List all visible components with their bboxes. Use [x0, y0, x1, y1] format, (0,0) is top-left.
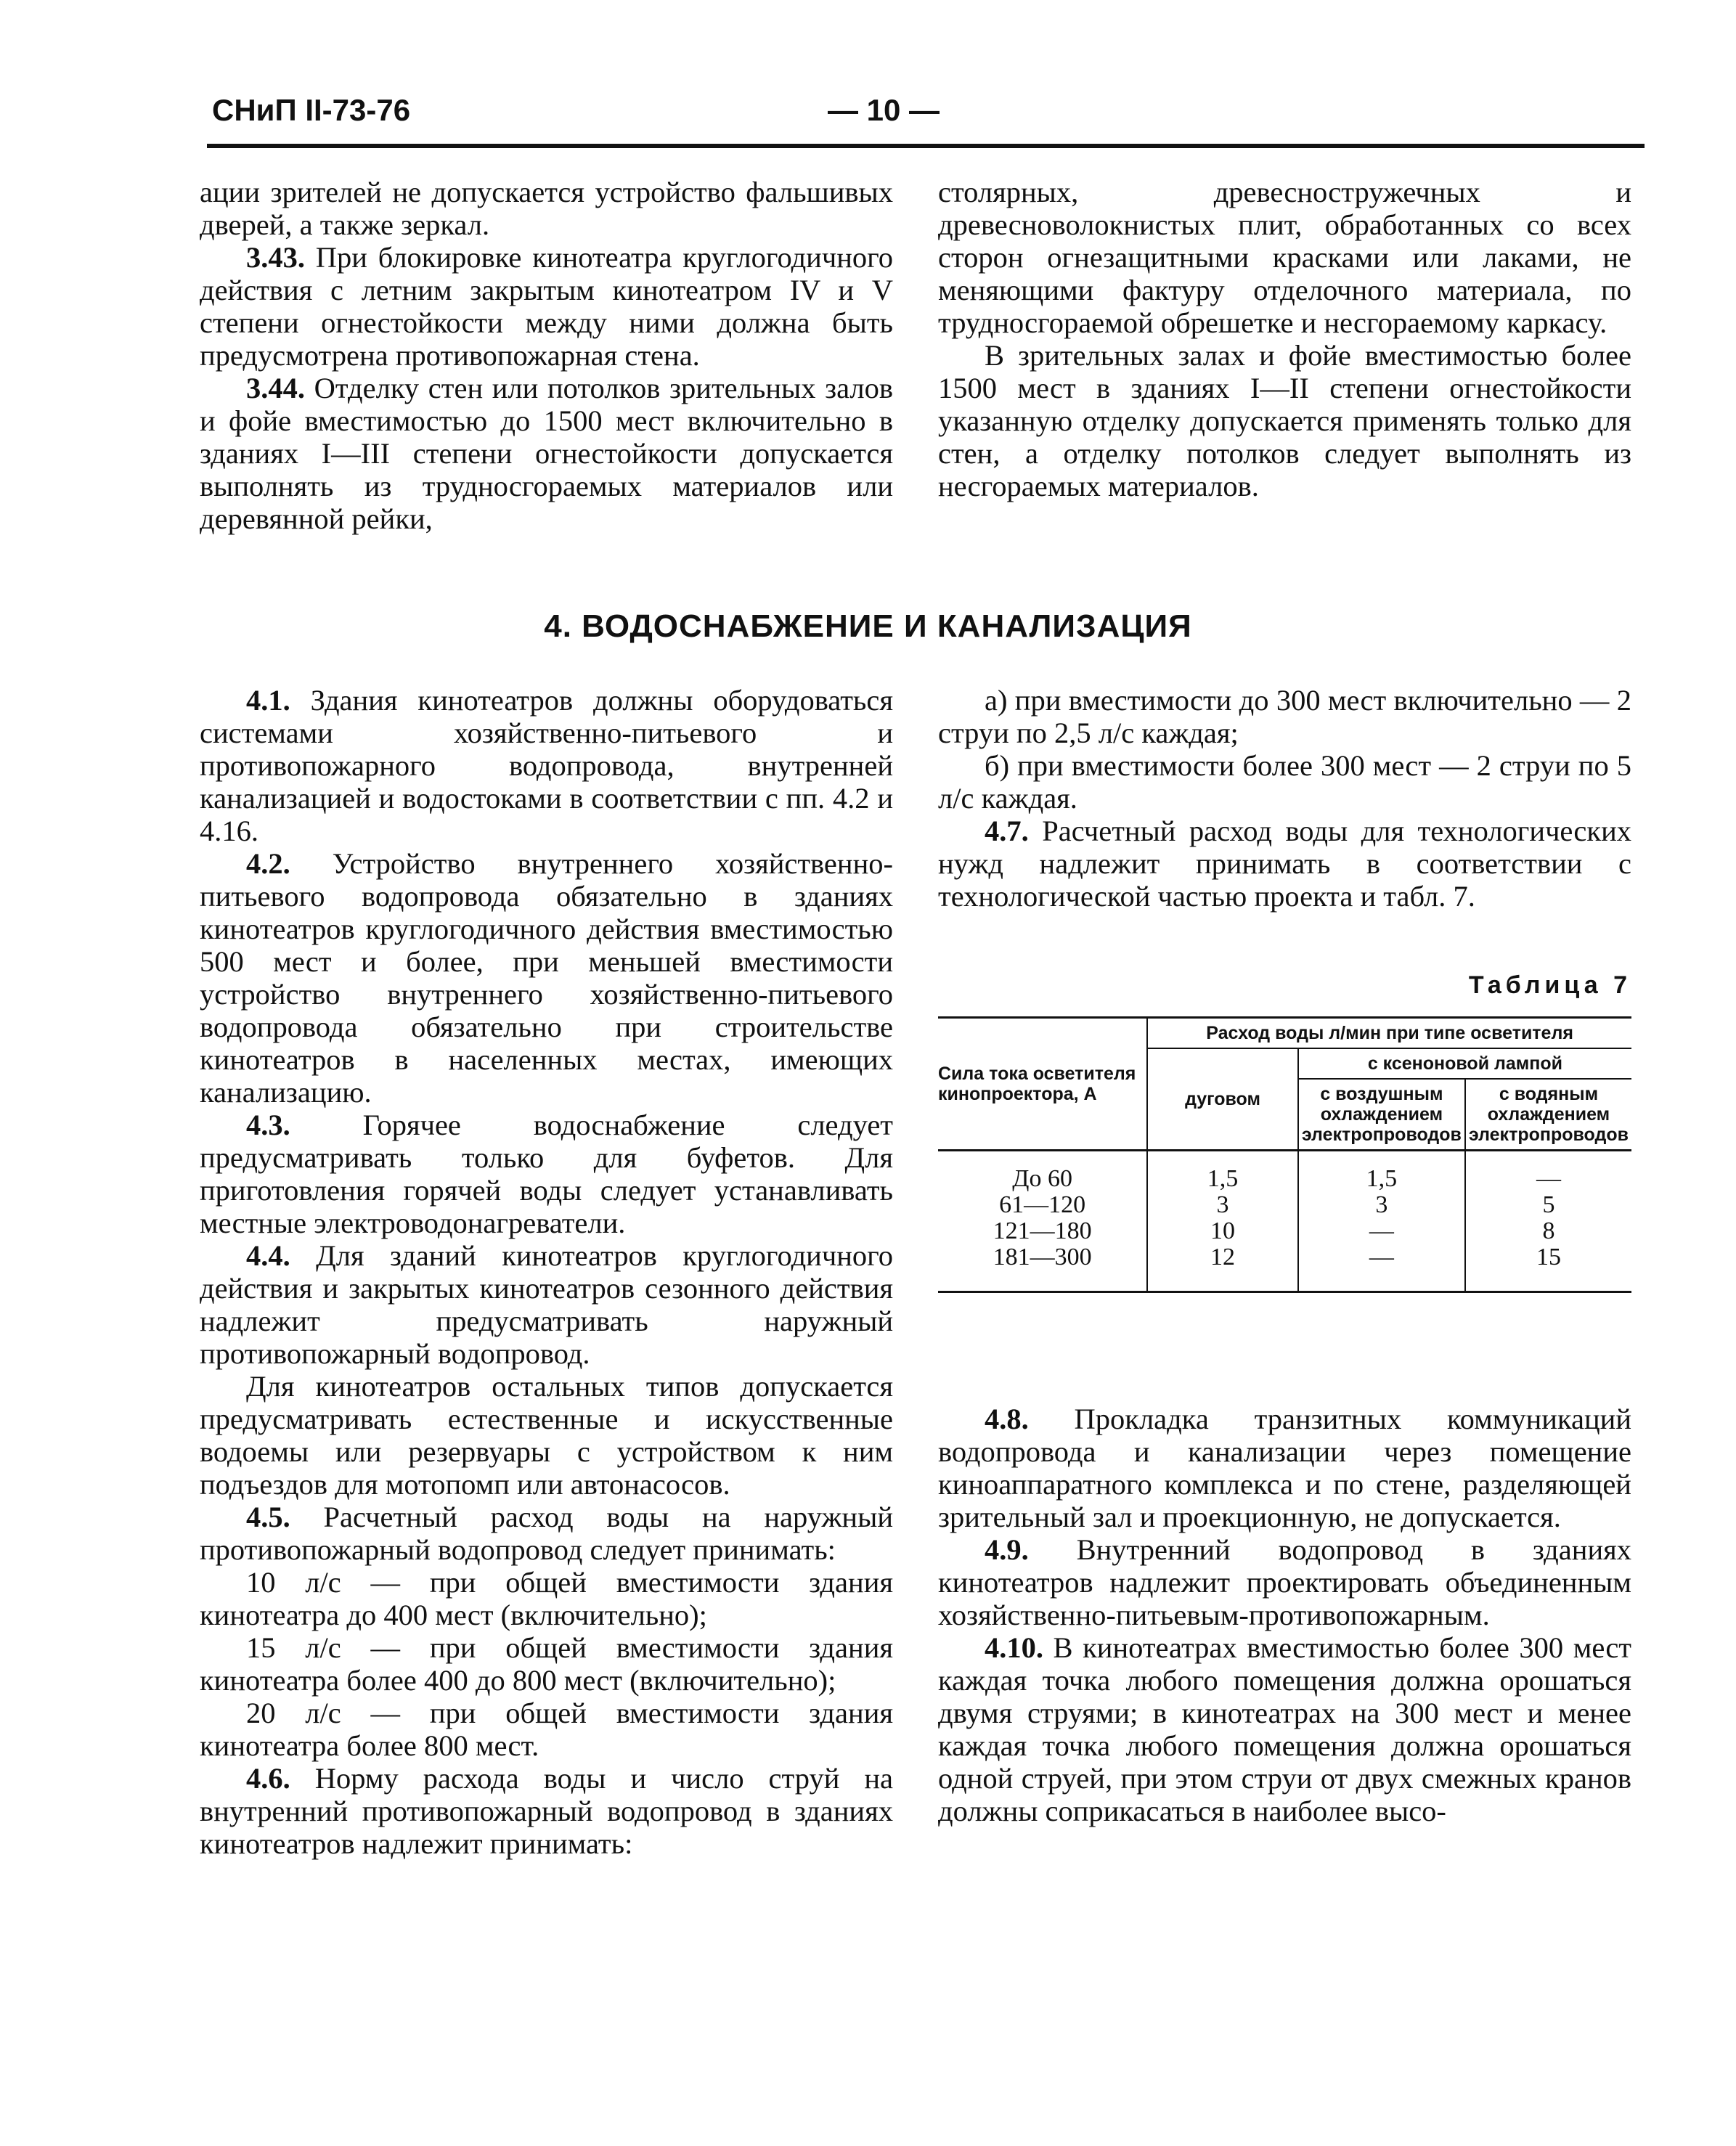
paragraph-4-4 — [200, 1239, 893, 1370]
clause-text: Прокладка транзитных коммуникаций водопровода и канализации через помещение киноаппаратного комплекса и по стене, разделяющей зрительный зал и проекционную, не допускается. — [938, 1403, 1631, 1533]
paragraph-4-9 — [938, 1533, 1631, 1631]
table-header-current: Сила тока осветителя кинопроектора, А — [938, 1018, 1147, 1151]
clause-number: 4.1. — [246, 684, 290, 717]
clause-number: 4.9. — [985, 1533, 1029, 1566]
clause-number: 4.2. — [246, 847, 290, 880]
table-cell: 181—300 — [993, 1244, 1092, 1270]
table-header-flow: Расход воды л/мин при типе осветителя — [1147, 1018, 1631, 1049]
paragraph-4-10 — [938, 1631, 1631, 1827]
clause-text: Здания кинотеатров должны оборудоваться системами хозяйственно-питьевого и противопожарного водопровода, внутренней канализацией и водостоками в соответствии с пп. 4.2 и 4.16. — [200, 684, 893, 847]
clause-text: Норму расхода воды и число струй на внутренний противопожарный водопровод в зданиях кинотеатров надлежит принимать: — [200, 1762, 893, 1860]
clause-number: 3.43. — [246, 241, 305, 274]
clause-number: 4.4. — [246, 1239, 290, 1272]
paragraph-4-3 — [200, 1109, 893, 1239]
paragraph: Для кинотеатров остальных типов допускается предусматривать естественные и искусственные водоемы или резервуары с устройством к ним подъездов для мотопомп или автонасосов. — [200, 1370, 893, 1501]
paragraph-4-6 — [200, 1762, 893, 1860]
table-cell: 121—180 — [993, 1217, 1092, 1244]
paragraph: 10 л/с — при общей вместимости здания кинотеатра до 400 мест (включительно); — [200, 1566, 893, 1631]
paragraph: а) при вместимости до 300 мест включительно — 2 струи по 2,5 л/с каждая; — [938, 684, 1631, 749]
table-cell: — — [1465, 1151, 1631, 1193]
bottom-right-column — [938, 684, 1631, 913]
table-cell: 10 — [1147, 1218, 1298, 1244]
table-header-arc: дуговом — [1147, 1048, 1298, 1151]
clause-text: Расчетный расход воды для технологических нужд надлежит принимать в соответствии с технологической частью проекта и табл. 7. — [938, 815, 1631, 913]
paragraph-4-8 — [938, 1403, 1631, 1533]
top-left-column — [200, 176, 893, 535]
paragraph: ации зрителей не допускается устройство фальшивых дверей, а также зеркал. — [200, 176, 893, 241]
table-header-xenon: с ксеноновой лампой — [1298, 1048, 1631, 1079]
clause-number: 4.8. — [985, 1403, 1029, 1435]
header-rule — [207, 144, 1645, 148]
table-cell: 61—120 — [999, 1191, 1086, 1218]
bottom-left-column — [200, 684, 893, 1860]
clause-text: Устройство внутреннего хозяйственно-питьевого водопровода обязательно в зданиях кинотеатров круглогодичного действия вместимостью 500 мест и более, при меньшей вместимости устройство внутреннего хозяйственно-питьевого водопровода обязательно при строительстве кинотеатров в населенных местах, имеющих канализацию. — [200, 847, 893, 1109]
clause-text: При блокировке кинотеатра круглогодичного действия с летним закрытым кинотеатром IV и V степени огнестойкости между ними должна быть предусмотрена противопожарная стена. — [200, 241, 893, 372]
table-cell: 3 — [1147, 1192, 1298, 1218]
page-number: — 10 — — [828, 93, 940, 127]
table-row — [938, 1192, 1631, 1218]
paragraph: б) при вместимости более 300 мест — 2 струи по 5 л/с каждая. — [938, 749, 1631, 815]
table-row — [938, 1218, 1631, 1244]
table-cell: 1,5 — [1298, 1151, 1465, 1193]
clause-number: 4.7. — [985, 815, 1029, 847]
paragraph-4-1 — [200, 684, 893, 847]
clause-text: Горячее водоснабжение следует предусматривать только для буфетов. Для приготовления горячей воды следует устанавливать местные электроводонагреватели. — [200, 1109, 893, 1239]
table-header-air: с воздушным охлаждением электропроводов — [1298, 1079, 1465, 1151]
section-title: 4. ВОДОСНАБЖЕНИЕ И КАНАЛИЗАЦИЯ — [544, 608, 1192, 644]
table-cell: — — [1298, 1218, 1465, 1244]
clause-number: 4.10. — [985, 1631, 1043, 1664]
table-caption: Таблица 7 — [1468, 971, 1631, 999]
clause-number: 4.3. — [246, 1109, 290, 1141]
table-cell: 12 — [1147, 1244, 1298, 1292]
clause-text: Расчетный расход воды на наружный противопожарный водопровод следует принимать: — [200, 1501, 893, 1566]
paragraph-4-5 — [200, 1501, 893, 1566]
paragraph: 20 л/с — при общей вместимости здания кинотеатра более 800 мест. — [200, 1697, 893, 1762]
paragraph-4-7 — [938, 815, 1631, 913]
clause-number: 3.44. — [246, 372, 305, 404]
table-cell: До 60 — [1012, 1165, 1072, 1192]
top-right-column — [938, 176, 1631, 502]
table-cell: 1,5 — [1147, 1151, 1298, 1193]
clause-number: 4.6. — [246, 1762, 290, 1795]
table-7 — [938, 1016, 1631, 1293]
paragraph-4-2 — [200, 847, 893, 1109]
table-cell: 3 — [1298, 1192, 1465, 1218]
table-row — [938, 1244, 1631, 1292]
table-cell: — — [1298, 1244, 1465, 1292]
table-header-water: с водяным охлаждением электропроводов — [1465, 1079, 1631, 1151]
table-cell: 15 — [1465, 1244, 1631, 1292]
table-body — [938, 1151, 1631, 1292]
clause-number: 4.5. — [246, 1501, 290, 1533]
paragraph-3-43 — [200, 241, 893, 372]
table-cell: 8 — [1465, 1218, 1631, 1244]
table-row — [938, 1151, 1631, 1193]
clause-text: Отделку стен или потолков зрительных залов и фойе вместимостью до 1500 мест включительно в зданиях I—III степени огнестойкости допускается выполнять из трудносгораемых материалов или деревянной рейки, — [200, 372, 893, 535]
paragraph: 15 л/с — при общей вместимости здания кинотеатра более 400 до 800 мест (включительно); — [200, 1631, 893, 1697]
paragraph: столярных, древесностружечных и древесноволокнистых плит, обработанных со всех сторон огнезащитными красками или лаками, не меняющими фактуру отделочного материала, по трудносгораемой обрешетке и несгораемому каркасу. — [938, 176, 1631, 339]
paragraph: В зрительных залах и фойе вместимостью более 1500 мест в зданиях I—II степени огнестойкости указанную отделку допускается применять только для стен, а отделку потолков следует выполнять из несгораемых материалов. — [938, 339, 1631, 502]
clause-text: В кинотеатрах вместимостью более 300 мест каждая точка любого помещения должна орошаться двумя струями; в кинотеатрах на 300 мест и менее каждая точка любого помещения должна орошаться одной струей, при этом струи от двух смежных кранов должны соприкасаться в наиболее высо- — [938, 1631, 1631, 1827]
table-cell: 5 — [1465, 1192, 1631, 1218]
bottom-right-column-continued — [938, 1403, 1631, 1827]
paragraph-3-44 — [200, 372, 893, 535]
document-code: СНиП II-73-76 — [212, 93, 411, 127]
clause-text: Внутренний водопровод в зданиях кинотеатров надлежит проектировать объединенным хозяйственно-питьевым-противопожарным. — [938, 1533, 1631, 1631]
clause-text: Для зданий кинотеатров круглогодичного действия и закрытых кинотеатров сезонного действия надлежит предусматривать наружный противопожарный водопровод. — [200, 1239, 893, 1370]
